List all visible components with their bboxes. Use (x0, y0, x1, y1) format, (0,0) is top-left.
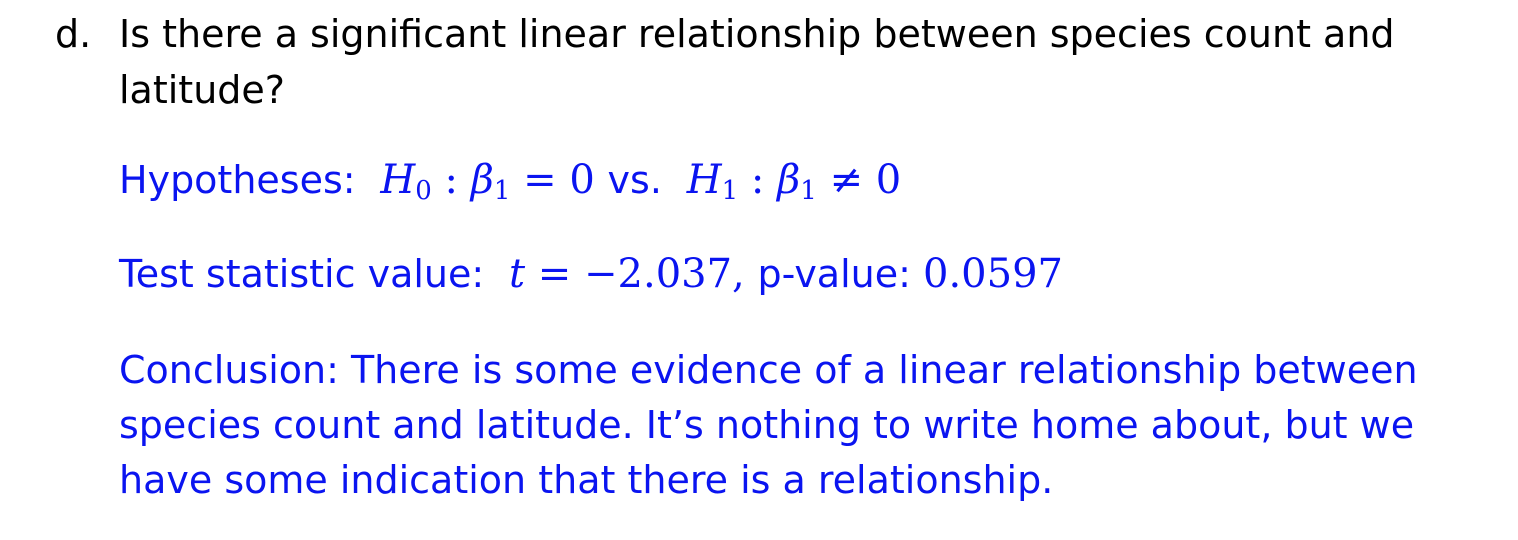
h1-beta: β (777, 157, 801, 203)
test-statistic-line (119, 247, 1499, 302)
test-statistic-math (496, 251, 757, 297)
h1-beta-subscript: 1 (800, 176, 817, 206)
h0-beta: β (470, 157, 494, 203)
h0-symbol: H (380, 157, 416, 203)
hypotheses-line (119, 153, 1499, 208)
h1-relation: ≠ 0 (829, 157, 902, 203)
question (55, 6, 1455, 118)
h0-subscript: 0 (415, 176, 432, 206)
t-symbol: t (509, 251, 526, 297)
hypotheses-label: Hypotheses: (119, 158, 356, 202)
h1-colon: : (750, 157, 765, 203)
h1-math (674, 157, 902, 206)
h1-subscript: 1 (721, 176, 739, 206)
h0-beta-subscript: 1 (493, 176, 511, 206)
vs-text: vs. (607, 158, 662, 202)
conclusion-paragraph: Conclusion: There is some evidence of a linear relationship between species count and latitude. It’s nothing to write home about, but we have some indication that there is a relationship. (119, 348, 1418, 502)
h0-colon: : (444, 157, 459, 203)
hypotheses-math (368, 157, 608, 206)
p-value-label: p-value: (757, 252, 911, 296)
question-text: Is there a significant linear relationship between species count and latitude? (119, 12, 1395, 112)
p-value: 0.0597 (923, 251, 1063, 297)
test-statistic-label: Test statistic value: (119, 252, 485, 296)
h1-symbol: H (686, 157, 722, 203)
h0-relation: = 0 (523, 157, 595, 203)
question-label: d. (55, 12, 92, 56)
t-value: = −2.037, (537, 251, 745, 297)
